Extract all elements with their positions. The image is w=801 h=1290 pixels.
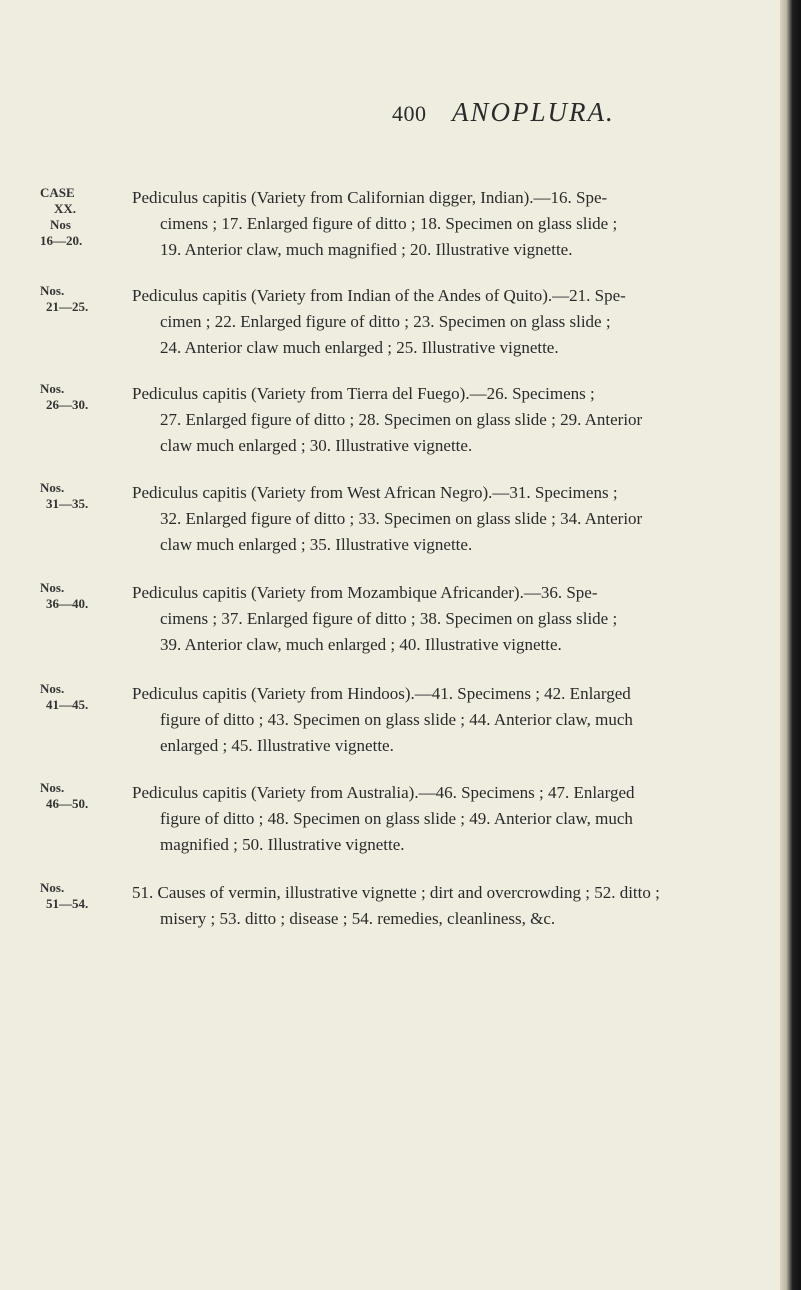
entry-line: Pediculus capitis (Variety from Indian of the Andes of Quito).—21. Spe-	[132, 286, 626, 305]
entry-line: 27. Enlarged figure of ditto ; 28. Specimen on glass slide ; 29. Anterior	[160, 410, 643, 429]
entry-line: Pediculus capitis (Variety from Hindoos).—41. Specimens ; 42. Enlarged	[132, 684, 631, 703]
entry-line: claw much enlarged ; 35. Illustrative vignette.	[160, 535, 473, 554]
entry-label: Nos. 51—54.	[40, 880, 89, 911]
entry-text	[132, 480, 772, 558]
entry-line: 32. Enlarged figure of ditto ; 33. Specimen on glass slide ; 34. Anterior	[160, 509, 643, 528]
entry-line: cimen ; 22. Enlarged figure of ditto ; 23. Specimen on glass slide ;	[160, 312, 611, 331]
entry-label: CASE XX. Nos 16—20.	[40, 185, 83, 248]
entry-line: Pediculus capitis (Variety from Tierra del Fuego).—26. Specimens ;	[132, 384, 595, 403]
entry-text	[132, 880, 772, 932]
entry-line: figure of ditto ; 48. Specimen on glass slide ; 49. Anterior claw, much	[160, 809, 633, 828]
entry-line: Pediculus capitis (Variety from West African Negro).—31. Specimens ;	[132, 483, 618, 502]
entry-line: cimens ; 17. Enlarged figure of ditto ; 18. Specimen on glass slide ;	[160, 214, 618, 233]
entry-label: Nos. 41—45.	[40, 681, 89, 712]
entry-label: Nos. 46—50.	[40, 780, 89, 811]
entry-text	[132, 681, 772, 759]
entry-text	[132, 780, 772, 858]
page-edge-shadow	[780, 0, 801, 1290]
entry-line: Pediculus capitis (Variety from Mozambique Africander).—36. Spe-	[132, 583, 598, 602]
entry-line: cimens ; 37. Enlarged figure of ditto ; 38. Specimen on glass slide ;	[160, 609, 618, 628]
entry-line: misery ; 53. ditto ; disease ; 54. remedies, cleanliness, &c.	[160, 909, 556, 928]
entry-label: Nos. 31—35.	[40, 480, 89, 511]
entry-line: magnified ; 50. Illustrative vignette.	[160, 835, 405, 854]
entry-line: Pediculus capitis (Variety from Californian digger, Indian).—16. Spe-	[132, 188, 608, 207]
entry-line: 51. Causes of vermin, illustrative vignette ; dirt and overcrowding ; 52. ditto ;	[132, 883, 660, 902]
entry-text	[132, 185, 772, 263]
entry-line: claw much enlarged ; 30. Illustrative vignette.	[160, 436, 473, 455]
entry-line: figure of ditto ; 43. Specimen on glass slide ; 44. Anterior claw, much	[160, 710, 633, 729]
entry-text	[132, 283, 772, 361]
entry-text	[132, 580, 772, 658]
entry-label: Nos. 26—30.	[40, 381, 89, 412]
entry-line: 19. Anterior claw, much magnified ; 20. Illustrative vignette.	[160, 240, 573, 259]
page-header	[0, 97, 780, 137]
entry-line: 39. Anterior claw, much enlarged ; 40. Illustrative vignette.	[160, 635, 562, 654]
entry-line: 24. Anterior claw much enlarged ; 25. Illustrative vignette.	[160, 338, 559, 357]
entry-line: Pediculus capitis (Variety from Australia).—46. Specimens ; 47. Enlarged	[132, 783, 635, 802]
entry-label: Nos. 21—25.	[40, 283, 89, 314]
entry-text	[132, 381, 772, 459]
running-title: ANOPLURA.	[452, 97, 615, 127]
page-number: 400	[392, 101, 427, 126]
entry-line: enlarged ; 45. Illustrative vignette.	[160, 736, 394, 755]
entry-label: Nos. 36—40.	[40, 580, 89, 611]
